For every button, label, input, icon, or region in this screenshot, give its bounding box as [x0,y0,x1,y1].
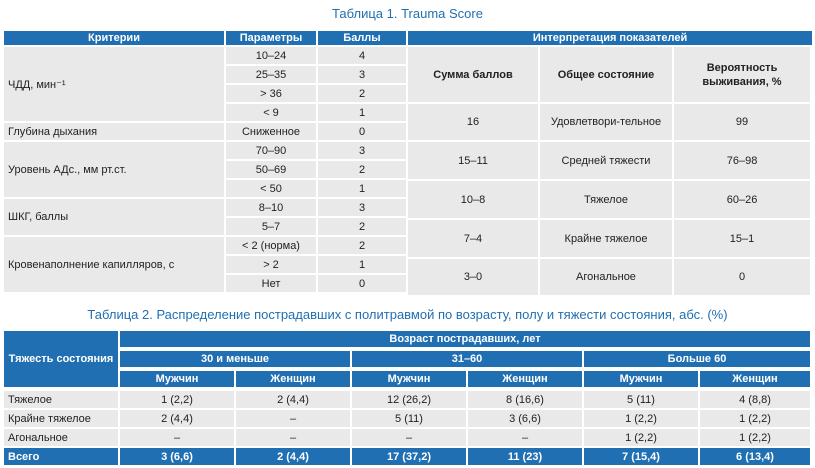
trauma-score-table [4,31,408,292]
age-group-header: Больше 60 [584,349,812,369]
state-cell: Тяжелое [540,179,674,218]
value-cell: – [120,427,236,446]
distribution-table [4,329,812,465]
age-group-header: 30 и меньше [120,349,352,369]
parameter-cell: > 2 [226,254,318,273]
parameter-cell: 25–35 [226,64,318,83]
criterion-name: Кровенаполнение капилляров, с [4,235,226,292]
value-cell: 1 (2,2) [120,389,236,408]
value-cell: 4 (8,8) [700,389,812,408]
sex-header-female: Женщин [236,369,352,389]
value-cell: 2 (4,4) [120,408,236,427]
points-cell: 2 [318,83,408,102]
parameter-cell: 50–69 [226,159,318,178]
points-cell: 1 [318,254,408,273]
points-cell: 0 [318,121,408,140]
value-cell: 8 (16,6) [468,389,584,408]
survival-cell: 99 [674,102,812,140]
state-cell: Средней тяжести [540,140,674,179]
header-severity: Тяжесть состояния [4,329,120,389]
points-cell: 0 [318,273,408,292]
criterion-name: Уровень АДс., мм рт.ст. [4,140,226,197]
sex-header-female: Женщин [468,369,584,389]
survival-cell: 60–26 [674,179,812,218]
table2-caption: Таблица 2. Распределение пострадавших с политравмой по возрасту, полу и тяжести состояния, абс. (%) [87,307,728,322]
interpretation-table [408,31,812,295]
value-cell: 5 (11) [352,408,468,427]
sum-cell: 15–11 [408,140,540,179]
parameter-cell: < 50 [226,178,318,197]
sum-cell: 7–4 [408,218,540,257]
state-cell: Агональное [540,257,674,295]
total-label: Всего [4,446,120,465]
row-label: Крайне тяжелое [4,408,120,427]
criterion-name: ЧДД, мин⁻¹ [4,45,226,121]
points-cell: 2 [318,216,408,235]
value-cell: 1 (2,2) [700,427,812,446]
value-cell: – [236,408,352,427]
total-cell: 7 (15,4) [584,446,700,465]
col-header-survival: Вероятность выживания, % [674,45,812,102]
sum-cell: 10–8 [408,179,540,218]
points-cell: 4 [318,45,408,64]
state-cell: Крайне тяжелое [540,218,674,257]
header-parameters: Параметры [226,31,318,45]
parameter-cell: 10–24 [226,45,318,64]
survival-cell: 76–98 [674,140,812,179]
sum-cell: 16 [408,102,540,140]
header-age: Возраст пострадавших, лет [120,329,812,349]
row-label: Тяжелое [4,389,120,408]
sex-header-female: Женщин [700,369,812,389]
sex-header-male: Мужчин [120,369,236,389]
parameter-cell: > 36 [226,83,318,102]
row-label: Агональное [4,427,120,446]
col-header-sum: Сумма баллов [408,45,540,102]
sex-header-male: Мужчин [352,369,468,389]
total-cell: 17 (37,2) [352,446,468,465]
value-cell: 12 (26,2) [352,389,468,408]
table1-caption: Таблица 1. Trauma Score [332,6,483,21]
points-cell: 1 [318,102,408,121]
value-cell: – [236,427,352,446]
points-cell: 2 [318,159,408,178]
parameter-cell: Сниженное [226,121,318,140]
total-cell: 3 (6,6) [120,446,236,465]
points-cell: 3 [318,64,408,83]
age-group-header: 31–60 [352,349,584,369]
value-cell: 2 (4,4) [236,389,352,408]
value-cell: 1 (2,2) [584,408,700,427]
points-cell: 3 [318,197,408,216]
parameter-cell: 8–10 [226,197,318,216]
points-cell: 2 [318,235,408,254]
header-criteria: Критерии [4,31,226,45]
value-cell: – [468,427,584,446]
value-cell: 1 (2,2) [700,408,812,427]
criterion-name: Глубина дыхания [4,121,226,140]
points-cell: 3 [318,140,408,159]
state-cell: Удовлетвори-тельное [540,102,674,140]
points-cell: 1 [318,178,408,197]
sex-header-male: Мужчин [584,369,700,389]
value-cell: 5 (11) [584,389,700,408]
survival-cell: 0 [674,257,812,295]
value-cell: 1 (2,2) [584,427,700,446]
total-cell: 2 (4,4) [236,446,352,465]
parameter-cell: < 9 [226,102,318,121]
col-header-state: Общее состояние [540,45,674,102]
total-cell: 11 (23) [468,446,584,465]
sum-cell: 3–0 [408,257,540,295]
parameter-cell: 5–7 [226,216,318,235]
value-cell: 3 (6,6) [468,408,584,427]
total-cell: 6 (13,4) [700,446,812,465]
parameter-cell: 70–90 [226,140,318,159]
parameter-cell: < 2 (норма) [226,235,318,254]
header-points: Баллы [318,31,408,45]
criterion-name: ШКГ, баллы [4,197,226,235]
header-interpretation: Интерпретация показателей [408,31,812,45]
survival-cell: 15–1 [674,218,812,257]
parameter-cell: Нет [226,273,318,292]
value-cell: – [352,427,468,446]
